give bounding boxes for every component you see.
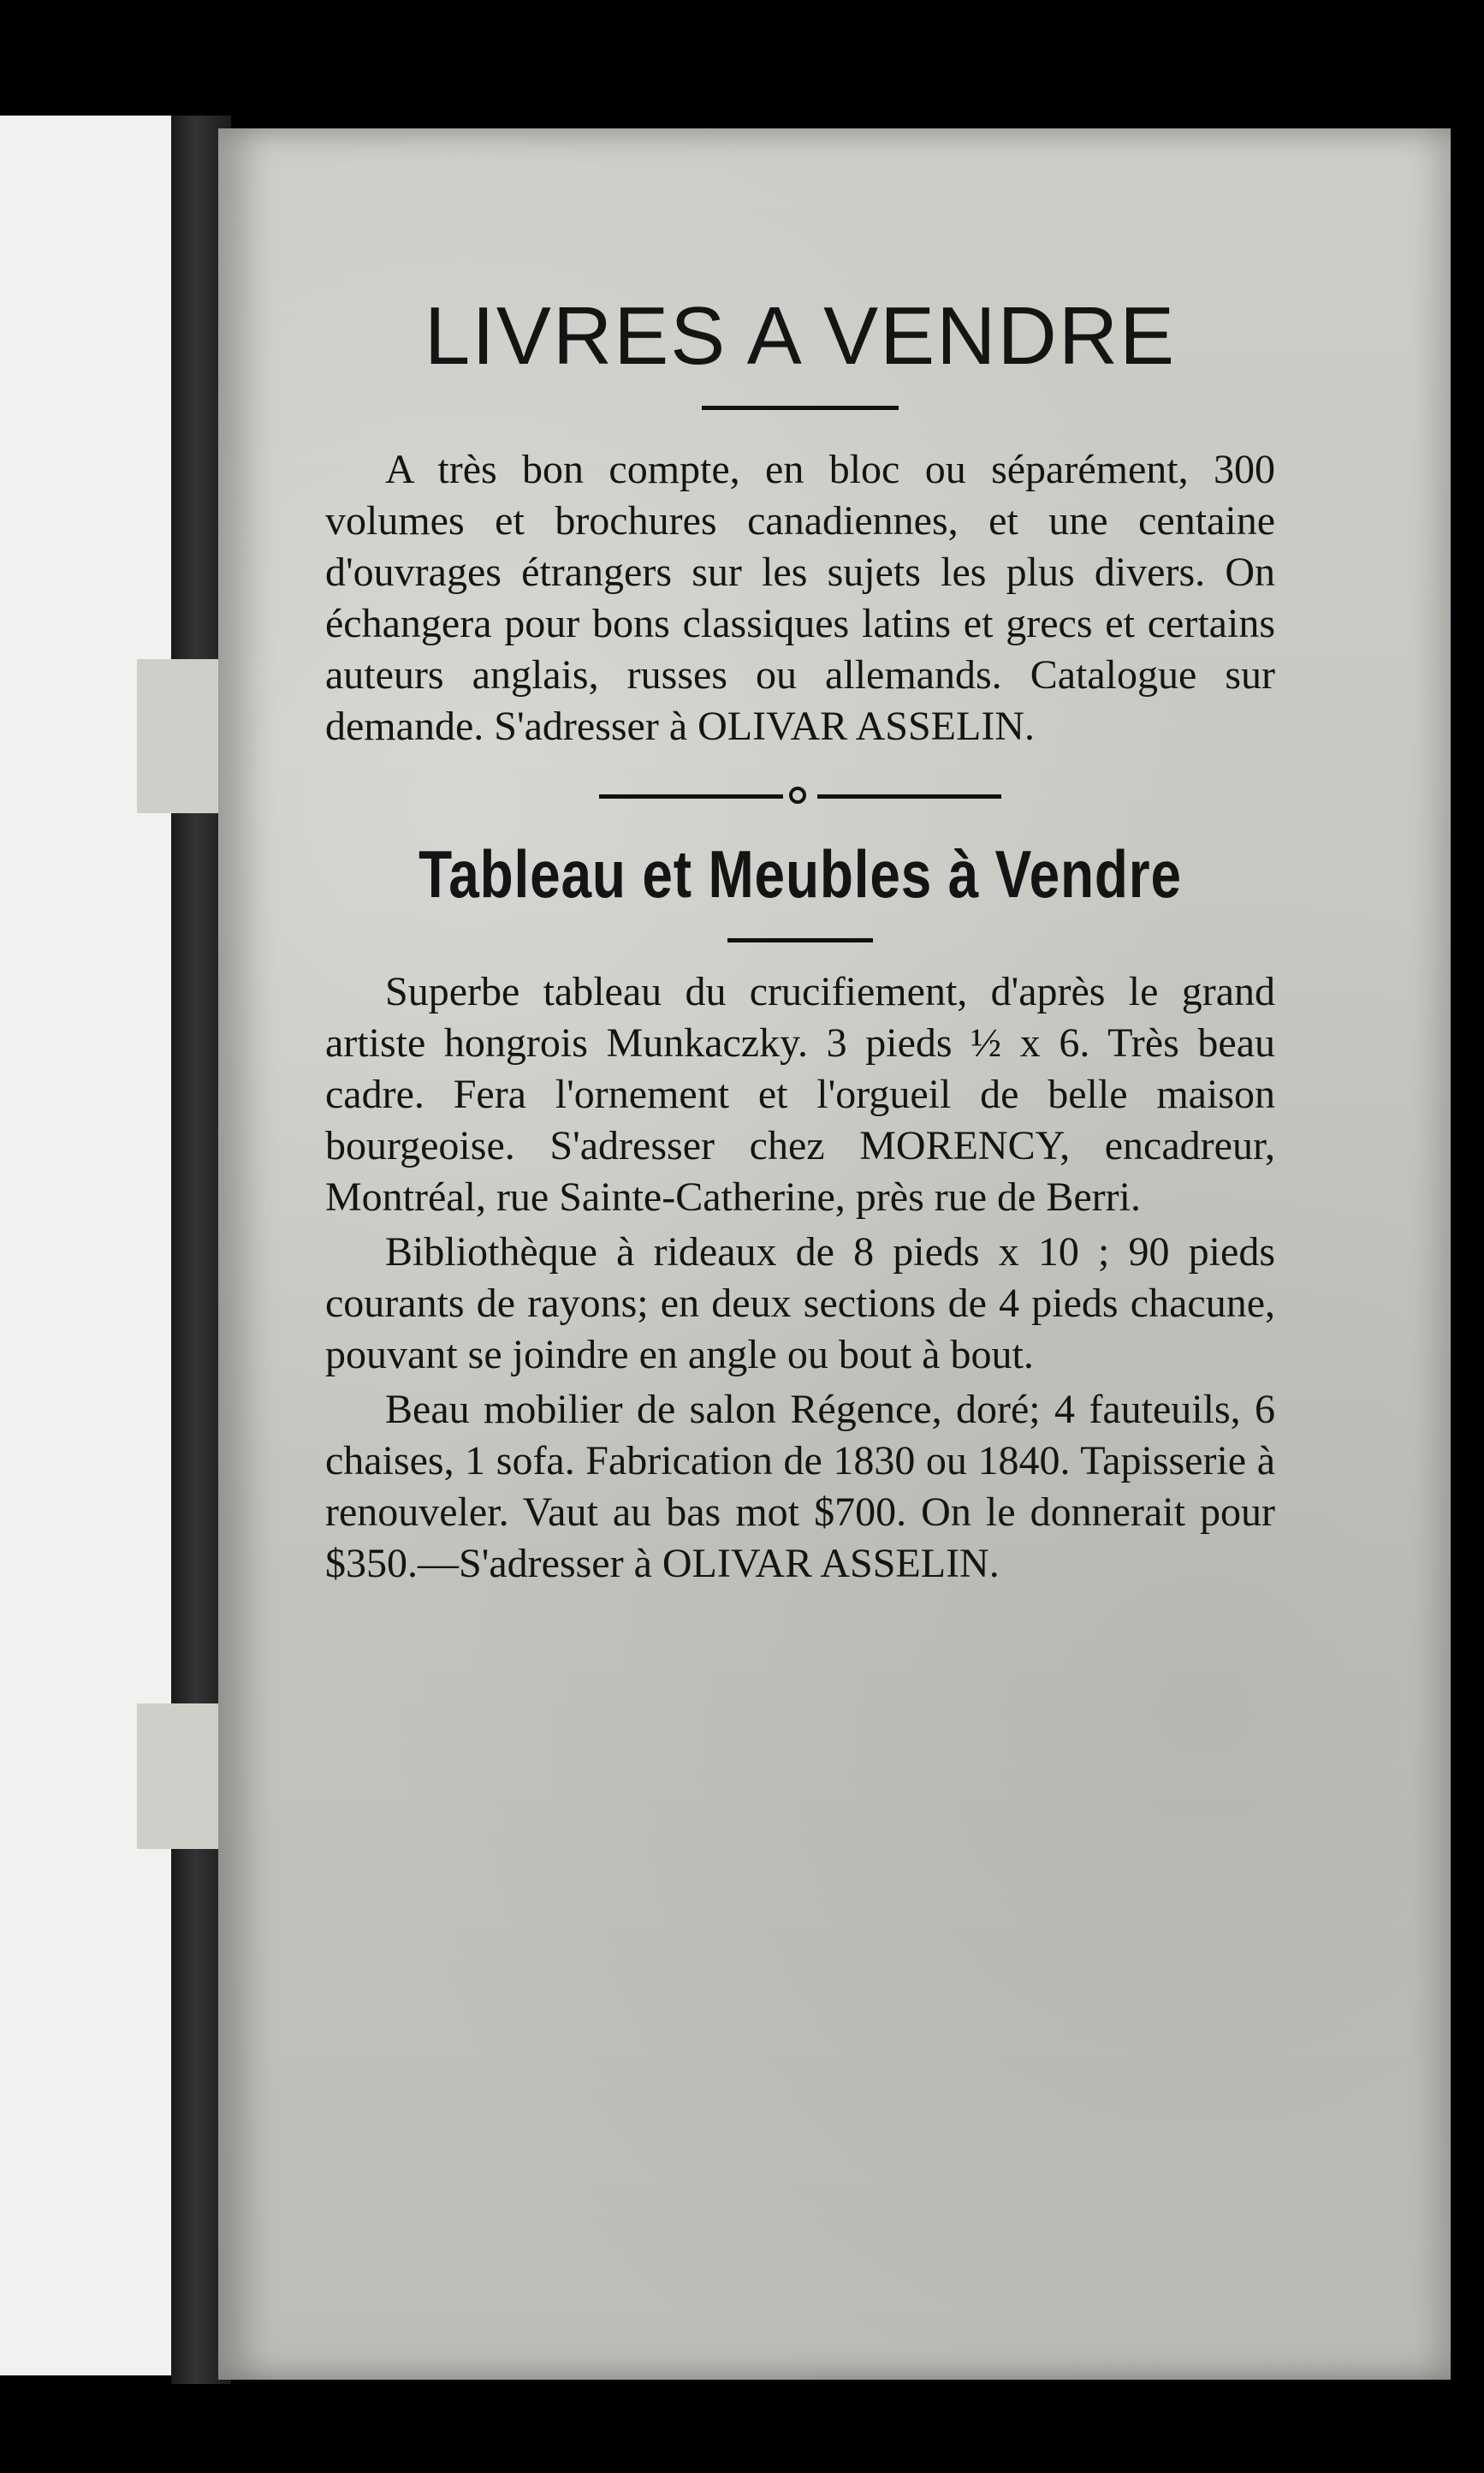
facing-page [0, 116, 180, 2375]
binding-tab [137, 659, 231, 813]
title-underline [727, 938, 873, 942]
binding-tab [137, 1703, 231, 1849]
bibliotheque-paragraph: Bibliothèque à rideaux de 8 pieds x 10 ; 90 pieds courants de rayons; en deux sections de 4 pieds chacune, pouvant se joindre en angle ou bout à bout. [325, 1229, 1275, 1378]
tableau-paragraph: Superbe tableau du crucifiement, d'après le grand artiste hongrois Munkaczky. 3 pieds ½ x 6. Très beau cadre. Fera l'ornement et l'orgueil de belle maison bourgeoise. S'adresser chez MORENCY, encadreur, Montréal, rue Sainte-Catherine, près rue de Berri. [325, 969, 1275, 1221]
page-content [325, 291, 1275, 1590]
mobilier-paragraph: Beau mobilier de salon Régence, doré; 4 fauteuils, 6 chaises, 1 sofa. Fabrication de 1830 ou 1840. Tapisserie à renouveler. Vaut au bas mot $700. On le donnerait pour $350.—S'adresser à OLIVAR ASSELIN. [325, 1387, 1275, 1587]
section-divider-ornament [599, 783, 1001, 809]
section-title-tableau: Tableau et Meubles à Vendre [418, 835, 1182, 912]
scan-border-right [1451, 128, 1484, 2388]
livres-paragraph: A très bon compte, en bloc ou séparément, 300 volumes et brochures canadiennes, et une centaine d'ouvrages étrangers sur les sujets les plus divers. On échangera pour bons classiques latins et grecs et certains auteurs anglais, russes ou allemands. Catalogue sur demande. S'adresser à OLIVAR ASSELIN. [325, 446, 1275, 749]
title-underline [702, 406, 899, 410]
scan-border-top [0, 0, 1484, 116]
scan-border-bottom [0, 2388, 1484, 2473]
divider-line-right [817, 794, 1001, 799]
divider-line-left [599, 794, 783, 799]
section-title-livres: LIVRES A VENDRE [424, 290, 1177, 382]
divider-ring-icon [789, 787, 806, 804]
